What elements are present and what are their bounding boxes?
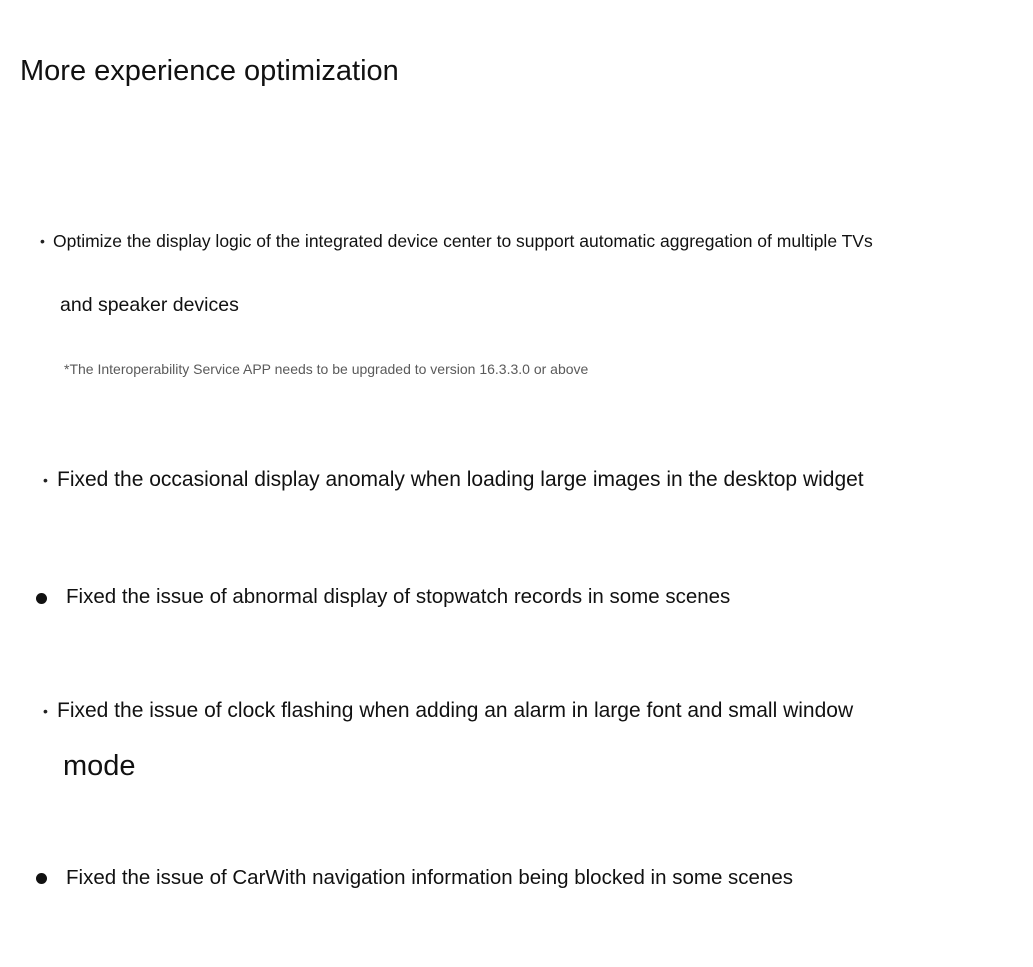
- bullet-icon: •: [43, 703, 48, 719]
- list-item-text-continued: and speaker devices: [60, 294, 239, 316]
- bullet-icon: [36, 593, 47, 604]
- list-item-text: Fixed the issue of abnormal display of stopwatch records in some scenes: [66, 585, 731, 608]
- page-title: More experience optimization: [20, 55, 399, 87]
- list-item-text: Optimize the display logic of the integrated device center to support automatic aggregation of multiple TVs: [53, 231, 873, 251]
- bullet-icon: [36, 873, 47, 884]
- list-item-text: Fixed the issue of CarWith navigation information being blocked in some scenes: [66, 866, 793, 889]
- list-item-text: Fixed the issue of clock flashing when adding an alarm in large font and small window: [57, 699, 854, 722]
- list-item-text-continued: mode: [63, 750, 136, 782]
- list-item-text: Fixed the occasional display anomaly when loading large images in the desktop widget: [57, 468, 864, 491]
- footnote: *The Interoperability Service APP needs to be upgraded to version 16.3.3.0 or above: [64, 361, 589, 377]
- bullet-icon: •: [40, 233, 45, 249]
- bullet-icon: •: [43, 472, 48, 488]
